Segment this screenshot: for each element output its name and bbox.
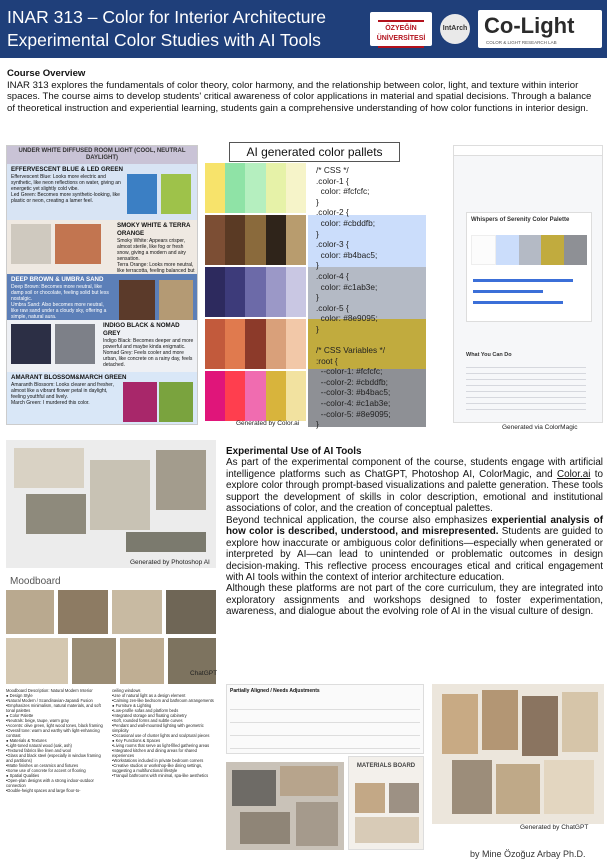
- code-line: --color-5: #8e9095;: [316, 408, 391, 419]
- overview-heading: Course Overview: [7, 68, 86, 79]
- swatch-image: [119, 280, 155, 320]
- materials-board: [348, 756, 424, 850]
- colight-logo-text: Co-Light: [484, 13, 575, 38]
- swatch-image: [159, 382, 193, 422]
- palette-swatch: [205, 267, 225, 317]
- swatch-image: [127, 174, 157, 214]
- swatch-image: [161, 174, 191, 214]
- code-line: :root {: [316, 355, 338, 366]
- experimental-section: [226, 446, 603, 618]
- code-line: color: #cbddfb;: [316, 217, 376, 228]
- room-block-1: [7, 164, 197, 220]
- room-block-title: SMOKY WHITE & TERRA ORANGE: [117, 222, 191, 237]
- course-overview: [7, 68, 602, 114]
- palette-swatch: [225, 163, 245, 213]
- author-credit: by Mine Özoğuz Arbay Ph.D.: [470, 849, 586, 859]
- palette-row: [205, 267, 306, 317]
- swatch-image: [123, 382, 157, 422]
- palette-swatch: [225, 319, 245, 369]
- chatgpt-caption: Generated by ChatGPT: [520, 824, 589, 831]
- palette-row: [205, 371, 306, 421]
- moodboard-image: [6, 590, 216, 684]
- palette-swatch: [205, 163, 225, 213]
- palette-swatch: [286, 319, 306, 369]
- room-block-4: [7, 320, 197, 372]
- code-line: --color-3: #b4bac5;: [316, 387, 391, 398]
- room-block-title: INDIGO BLACK & NOMAD GREY: [103, 322, 180, 337]
- palette-swatch: [266, 215, 286, 265]
- code-line: /* CSS */: [316, 165, 349, 175]
- palette-swatch: [245, 371, 265, 421]
- css-code-block: [310, 165, 426, 430]
- palette-swatch: [286, 163, 306, 213]
- palette-swatch: [266, 163, 286, 213]
- mood-desc-left: Moodboard Description: Natural Modern Interior ● Design Style •Natural Modern / Scandinavian-Japandi Fusion •Emphasizes minimalism, natural materials, and soft tonal palettes ● Color Palette •Neutrals: beige, taupe, warm gray •Accents: olive green, light wood tones, black framing •Overall tone: warm and earthy with light-enhancing contrast ● Materials & Textures •Light-toned natural wood (oak, ash) •Textured fabrics like linen and wool •Glass and black steel (especially in window framing and partitions) •Matte finishes on ceramics and fixtures •Some use of concrete for accent or flooring ● Spatial Qualities •Open-plan designs with a strong indoor-outdoor connection •Double-height spaces and large floor-to-: [6, 688, 103, 793]
- palette-swatch: [245, 163, 265, 213]
- palette-swatch: [205, 371, 225, 421]
- alignment-table: [226, 684, 424, 754]
- code-line: }: [316, 323, 319, 334]
- palette-swatch: [225, 371, 245, 421]
- palette-row: [205, 319, 306, 369]
- room-block-text: Smoky White: Appears crisper, almost sterile, like fog or fresh snow, giving a modern and airy sensation. Terra Orange: Looks more neutral, like terracotta, feeling balanced but: [117, 238, 195, 274]
- colight-logo-sub: COLOR & LIGHT RESEARCH LAB: [486, 40, 557, 45]
- materials-collage: [226, 762, 344, 850]
- table-title: Partially Aligned / Needs Adjustments: [230, 688, 320, 694]
- colight-logo: [478, 10, 602, 48]
- code-line: }: [316, 292, 319, 303]
- code-line: --color-2: #cbddfb;: [316, 376, 388, 387]
- color-ai-caption: Generated by Color.ai: [236, 420, 300, 427]
- code-line: --color-1: #fcfcfc;: [316, 366, 383, 377]
- palette-swatch: [286, 267, 306, 317]
- palette-swatch: [266, 371, 286, 421]
- code-line: color: #fcfcfc;: [316, 186, 370, 197]
- palette-swatch: [266, 267, 286, 317]
- palette-swatch: [245, 319, 265, 369]
- room-block-text: Indigo Black: Becomes deeper and more powerful and maybe kinda enigmatic. Nomad Grey: Feels cooler and more urban, like concrete on a rainy day, feels detached.: [103, 338, 194, 368]
- palette-swatch: [205, 215, 225, 265]
- code-line: .color-4 {: [316, 270, 349, 281]
- colormagic-card-title: Whispers of Serenity Color Palette: [471, 217, 570, 223]
- code-line: }: [316, 228, 319, 239]
- palette-swatch: [286, 371, 306, 421]
- room-block-5: [7, 372, 197, 424]
- colormagic-screenshot: [453, 145, 603, 423]
- palette-swatch: [286, 215, 306, 265]
- colormagic-section: What You Can Do: [466, 352, 512, 358]
- colormagic-navbar: [454, 146, 602, 156]
- materials-board-title: MATERIALS BOARD: [356, 763, 416, 769]
- chatgpt-material-samples: [432, 684, 604, 824]
- room-block-2: [7, 220, 197, 274]
- palette-swatch: [245, 215, 265, 265]
- room-light-panel: [6, 145, 198, 425]
- experimental-p2: Beyond technical application, the course also emphasizes experiential analysis of how color is described, understood, and misrepresented. Students are guided to explore how inaccurate or ambiguous color definitions—especially when generated or interpreted by AI—can lead to unintended or problematic outcomes in design decision-making. This reflective process encourages etical and critical engagement with AI tools within the context of interior architecture education.: [226, 514, 603, 583]
- palette-swatch: [205, 319, 225, 369]
- colormagic-list: [466, 362, 586, 412]
- experimental-p1: As part of the experimental component of the course, students engage with artificial intelligence platforms such as ChatGPT, Photoshop AI, ColorMagic, and Color.ai to explore color through prompt-based visualizations and palette generation. These tools support the development of skills in color description, emotional and institutional associations of color, and the creation of conceptual palettes.: [226, 457, 603, 515]
- code-line: color: #b4bac5;: [316, 249, 378, 260]
- photoshop-caption: Generated by Photoshop AI: [130, 559, 210, 566]
- room-block-text: Deep Brown: Becomes more neutral, like damp soil or chocolate, feeling solid but less nostalgic. Umbra Sand: Also becomes more neutral, like raw sand under a cloudy sky, offering a simple, natural aura.: [11, 284, 109, 320]
- room-block-title: DEEP BROWN & UMBRA SAND: [11, 276, 104, 283]
- ozyegin-logo: [370, 12, 432, 46]
- code-line: .color-3 {: [316, 239, 349, 250]
- palettes-title: AI generated color pallets: [229, 142, 400, 162]
- code-line: .color-2 {: [316, 207, 349, 218]
- moodboard-description: [6, 688, 216, 848]
- colormagic-card: [466, 212, 592, 322]
- code-line: .color-5 {: [316, 302, 349, 313]
- room-block-title: AMARANT BLOSSOM&MARCH GREEN: [11, 374, 127, 381]
- palette-swatch: [225, 215, 245, 265]
- mood-desc-right: ceiling windows •Use of natural light as a design element •Calming zen-like bedroom and bathroom arrangements ● Furniture & Lighting •Low-profile sofas and platform beds •Integrated storage and floating cabinetry •Soft, rounded forms and subtle curves •Pendant and wall-mounted lighting with geometric simplicity •Occasional use of cluster lights and sculptural pieces ● Key Functions & Spaces •Living rooms that serve as light-filled gathering areas •Integrated kitchen and dining areas for shared experiences •Workstations included in private bedroom corners •Creative studios or workshop-like dining settings, suggesting a multifunctional lifestyle •Tranquil bathrooms with minimal, spa-like aesthetics: [112, 688, 214, 778]
- experimental-p3: Although these platforms are not part of the core curriculum, they are integrated into exploratory assignments and workshops designed to foster experimentation, awareness, and dialogue about the evolving role of AI in the visual culture of design.: [226, 583, 603, 618]
- ozyegin-logo-text: ÖZYEĞİN ÜNİVERSİTESİ: [376, 25, 426, 42]
- code-line: color: #8e9095;: [316, 313, 378, 324]
- poster-header: [0, 0, 607, 58]
- room-block-text: Effervescent Blue: Looks more electric and synthetic, like neon reflections on water, giving an energetic yet slightly cold vibe. Led Green: Becomes more synthetic-looking, like plastic or neon, creating a lamer feel.: [11, 174, 121, 204]
- intarch-logo: IntArch: [440, 14, 470, 44]
- title-line-2: Experimental Color Studies with AI Tools: [7, 30, 321, 50]
- swatch-image: [11, 324, 51, 364]
- photoshop-ai-image: [6, 440, 216, 568]
- chatgpt-small-caption: ChatGPT: [190, 670, 218, 677]
- code-line: /* CSS Variables */: [316, 345, 386, 356]
- palette-swatch: [245, 267, 265, 317]
- room-block-text: Amaranth Blossom: Looks clearer and fresher, almost like a vibrant flower petal in daylight, feeling youthful and lively. March Green: I murdered this color.: [11, 382, 114, 406]
- color-ai-link[interactable]: Color.ai: [556, 468, 591, 480]
- palette-swatch: [225, 267, 245, 317]
- code-line: }: [316, 260, 319, 271]
- swatch-image: [159, 280, 193, 320]
- palette-row: [205, 163, 306, 213]
- room-light-heading: UNDER WHITE DIFFUSED ROOM LIGHT (COOL, NEUTRAL DAYLIGHT): [7, 146, 197, 164]
- moodboard-label: Moodboard: [10, 576, 61, 587]
- overview-body: INAR 313 explores the fundamentals of color theory, color harmony, and the relationship between color, light, and texture within interior spaces. The course aims to develop students' critical awareness of color applications in material and spatial decisions. Through a balance of theoretical instruction and experiential learning, students gain a comprehensive understanding of how color functions in interior design.: [7, 79, 592, 114]
- code-line: }: [316, 196, 319, 207]
- code-line: }: [316, 419, 319, 430]
- palette-row: [205, 215, 306, 265]
- title-line-1: INAR 313 – Color for Interior Architecture: [7, 7, 327, 27]
- swatch-image: [55, 324, 95, 364]
- code-line: .color-1 {: [316, 175, 349, 186]
- swatch-image: [11, 224, 51, 264]
- code-line: [316, 335, 426, 346]
- room-block-title: EFFERVESCENT BLUE & LED GREEN: [11, 166, 123, 173]
- swatch-image: [55, 224, 101, 264]
- poster-title: [7, 6, 326, 52]
- room-block-3: [7, 274, 197, 320]
- code-line: color: #c1ab3e;: [316, 281, 378, 292]
- experimental-heading: Experimental Use of AI Tools: [226, 446, 362, 457]
- colormagic-caption: Generated via ColorMagic: [502, 424, 578, 431]
- palette-swatch: [266, 319, 286, 369]
- code-line: --color-4: #c1ab3e;: [316, 398, 391, 409]
